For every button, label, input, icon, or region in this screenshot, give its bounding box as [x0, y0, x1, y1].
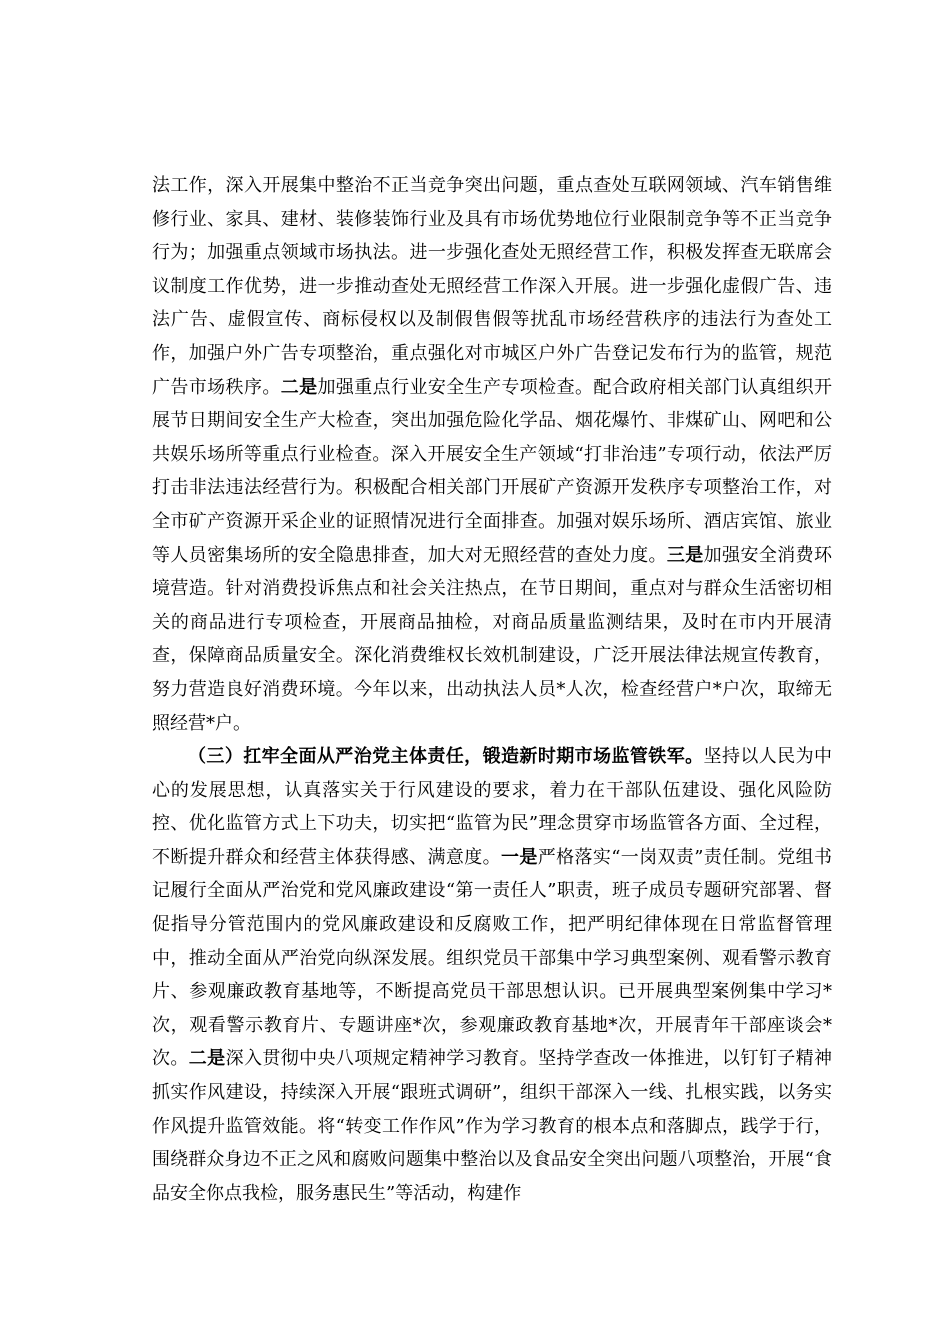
document-page	[152, 169, 832, 1210]
section-heading: （三）扛牢全面从严治党主体责任，锻造新时期市场监管铁军。	[188, 746, 704, 768]
paragraph-text: 加强安全消费环境营造。针对消费投诉焦点和社会关注热点，在节日期间，重点对与群众生活密切相关的商品进行专项检查，开展商品抽检，对商品质量监测结果，及时在市内开展清查，保障商品质量安全。深化消费维权长效机制建设，广泛开展法律法规宣传教育，努力营造良好消费环境。今年以来，出动执法人员*人次，检查经营户*户次，取缔无照经营*户。	[152, 544, 833, 734]
bold-marker-second: 二是	[188, 1048, 226, 1070]
bold-marker-second: 二是	[280, 376, 318, 398]
paragraph-party-responsibility	[152, 740, 832, 1210]
paragraph-text: 严格落实“一岗双责”责任制。党组书记履行全面从严治党和党风廉政建设“第一责任人”职责，班子成员专题研究部署、督促指导分管范围内的党风廉政建设和反腐败工作，把严明纪律体现在日常监督管理中，推动全面从严治党向纵深发展。组织党员干部集中学习典型案例、观看警示教育片、参观廉政教育基地等，不断提高党员干部思想认识。已开展典型案例集中学习*次，观看警示教育片、专题讲座*次，参观廉政教育基地*次，开展青年干部座谈会*次。	[152, 846, 833, 1070]
paragraph-market-enforcement	[152, 169, 832, 740]
bold-marker-third: 三是	[666, 544, 704, 566]
paragraph-text: 法工作，深入开展集中整治不正当竞争突出问题，重点查处互联网领域、汽车销售维修行业、家具、建材、装修装饰行业及具有市场优势地位行业限制竞争等不正当竞争行为；加强重点领域市场执法。进一步强化查处无照经营工作，积极发挥查无联席会议制度工作优势，进一步推动查处无照经营工作深入开展。进一步强化虚假广告、违法广告、虚假宣传、商标侵权以及制假售假等扰乱市场经营秩序的违法行为查处工作，加强户外广告专项整治，重点强化对市城区户外广告登记发布行为的监管，规范广告市场秩序。	[152, 175, 832, 398]
paragraph-text: 坚持以人民为中心的发展思想，认真落实关于行风建设的要求，着力在干部队伍建设、强化风险防控、优化监管方式上下功夫，切实把“监管为民”理念贯穿市场监管各方面、全过程，不断提升群众和经营主体获得感、满意度。	[152, 746, 833, 868]
bold-marker-first: 一是	[500, 846, 538, 868]
paragraph-text: 深入贯彻中央八项规定精神学习教育。坚持学查改一体推进，以钉钉子精神抓实作风建设，持续深入开展“跟班式调研”，组织干部深入一线、扎根实践，以务实作风提升监管效能。将“转变工作作风”作为学习教育的根本点和落脚点，践学于行，围绕群众身边不正之风和腐败问题集中整治以及食品安全突出问题八项整治，开展“食品安全你点我检，服务惠民生”等活动，构建作	[152, 1048, 833, 1204]
paragraph-text: 加强重点行业安全生产专项检查。配合政府相关部门认真组织开展节日期间安全生产大检查，突出加强危险化学品、烟花爆竹、非煤矿山、网吧和公共娱乐场所等重点行业检查。深入开展安全生产领域“打非治违”专项行动，依法严厉打击非法违法经营行为。积极配合相关部门开展矿产资源开发秩序专项整治工作，对全市矿产资源开采企业的证照情况进行全面排查。加强对娱乐场所、酒店宾馆、旅业等人员密集场所的安全隐患排查，加大对无照经营的查处力度。	[152, 376, 833, 566]
